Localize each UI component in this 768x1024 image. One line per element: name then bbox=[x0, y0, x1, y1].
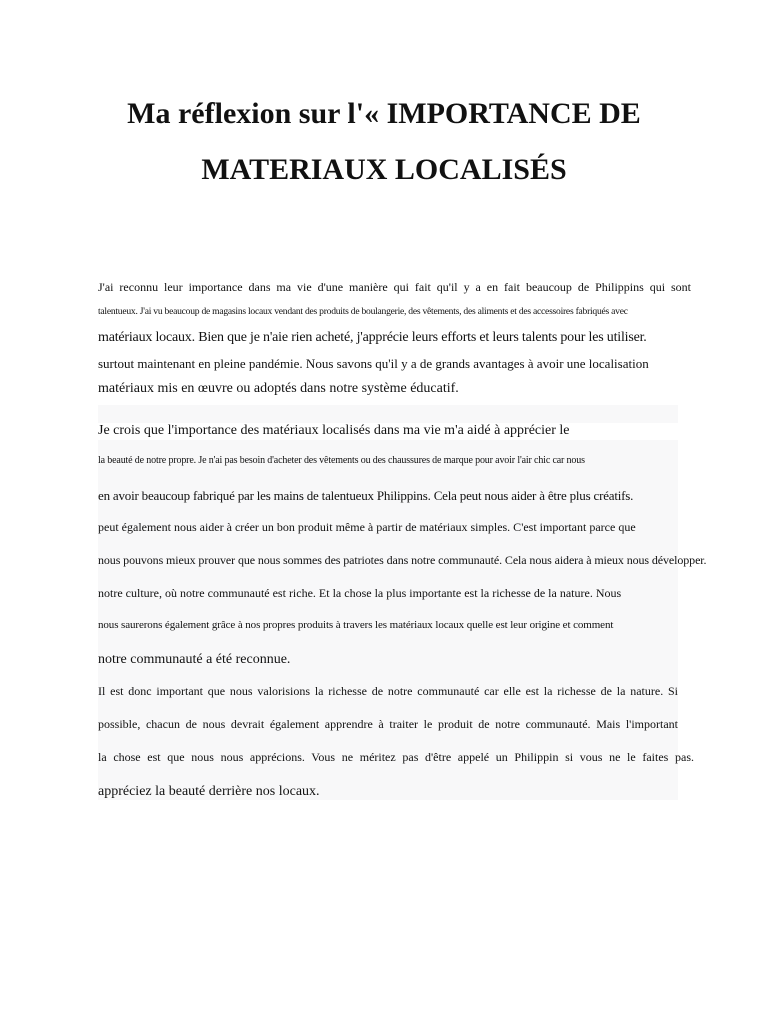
paragraph-line: notre communauté a été reconnue. bbox=[98, 652, 291, 667]
paragraph-line: matériaux locaux. Bien que je n'aie rien acheté, j'apprécie leurs efforts et leurs talents pour les utiliser. bbox=[98, 330, 647, 345]
paragraph-line: la beauté de notre propre. Je n'ai pas besoin d'acheter des vêtements ou des chaussures de marque pour avoir l'air chic car nous bbox=[98, 455, 585, 466]
paragraph-line: nous saurerons également grâce à nos propres produits à travers les matériaux locaux quelle est leur origine et comment bbox=[98, 619, 614, 631]
paragraph-line: appréciez la beauté derrière nos locaux. bbox=[98, 784, 320, 799]
paragraph-line: peut également nous aider à créer un bon produit même à partir de matériaux simples. C'est important parce que bbox=[98, 520, 636, 534]
paragraph-line: J'ai reconnu leur importance dans ma vie d'une manière qui fait qu'il y a en fait beaucoup de Philippins qui sont bbox=[98, 280, 691, 294]
paragraph-line: Je crois que l'importance des matériaux localisés dans ma vie m'a aidé à apprécier le bbox=[98, 423, 570, 438]
document-title-line-1: Ma réflexion sur l'« IMPORTANCE DE bbox=[127, 97, 641, 130]
paragraph-line: en avoir beaucoup fabriqué par les mains de talentueux Philippins. Cela peut nous aider à être plus créatifs. bbox=[98, 488, 634, 503]
document-title-line-2: MATERIAUX LOCALISÉS bbox=[201, 153, 567, 186]
paragraph-line: possible, chacun de nous devrait également apprendre à traiter le produit de notre communauté. Mais l'important bbox=[98, 717, 678, 731]
paragraph-line: nous pouvons mieux prouver que nous sommes des patriotes dans notre communauté. Cela nous aidera à mieux nous développer. bbox=[98, 553, 707, 567]
paragraph-line: talentueux. J'ai vu beaucoup de magasins locaux vendant des produits de boulangerie, des vêtements, des aliments et des accessoires fabriqués avec bbox=[98, 306, 628, 317]
paragraph-line: Il est donc important que nous valorisions la richesse de notre communauté car elle est la richesse de la nature. Si bbox=[98, 684, 678, 698]
text-highlight-band bbox=[98, 405, 678, 423]
paragraph-line: matériaux mis en œuvre ou adoptés dans notre système éducatif. bbox=[98, 381, 459, 396]
paragraph-line: notre culture, où notre communauté est riche. Et la chose la plus importante est la richesse de la nature. Nous bbox=[98, 586, 622, 600]
paragraph-line: la chose est que nous nous apprécions. Vous ne méritez pas d'être appelé un Philippin si vous ne le faites pas. bbox=[98, 750, 694, 764]
paragraph-line: surtout maintenant en pleine pandémie. Nous savons qu'il y a de grands avantages à avoir une localisation bbox=[98, 356, 649, 371]
